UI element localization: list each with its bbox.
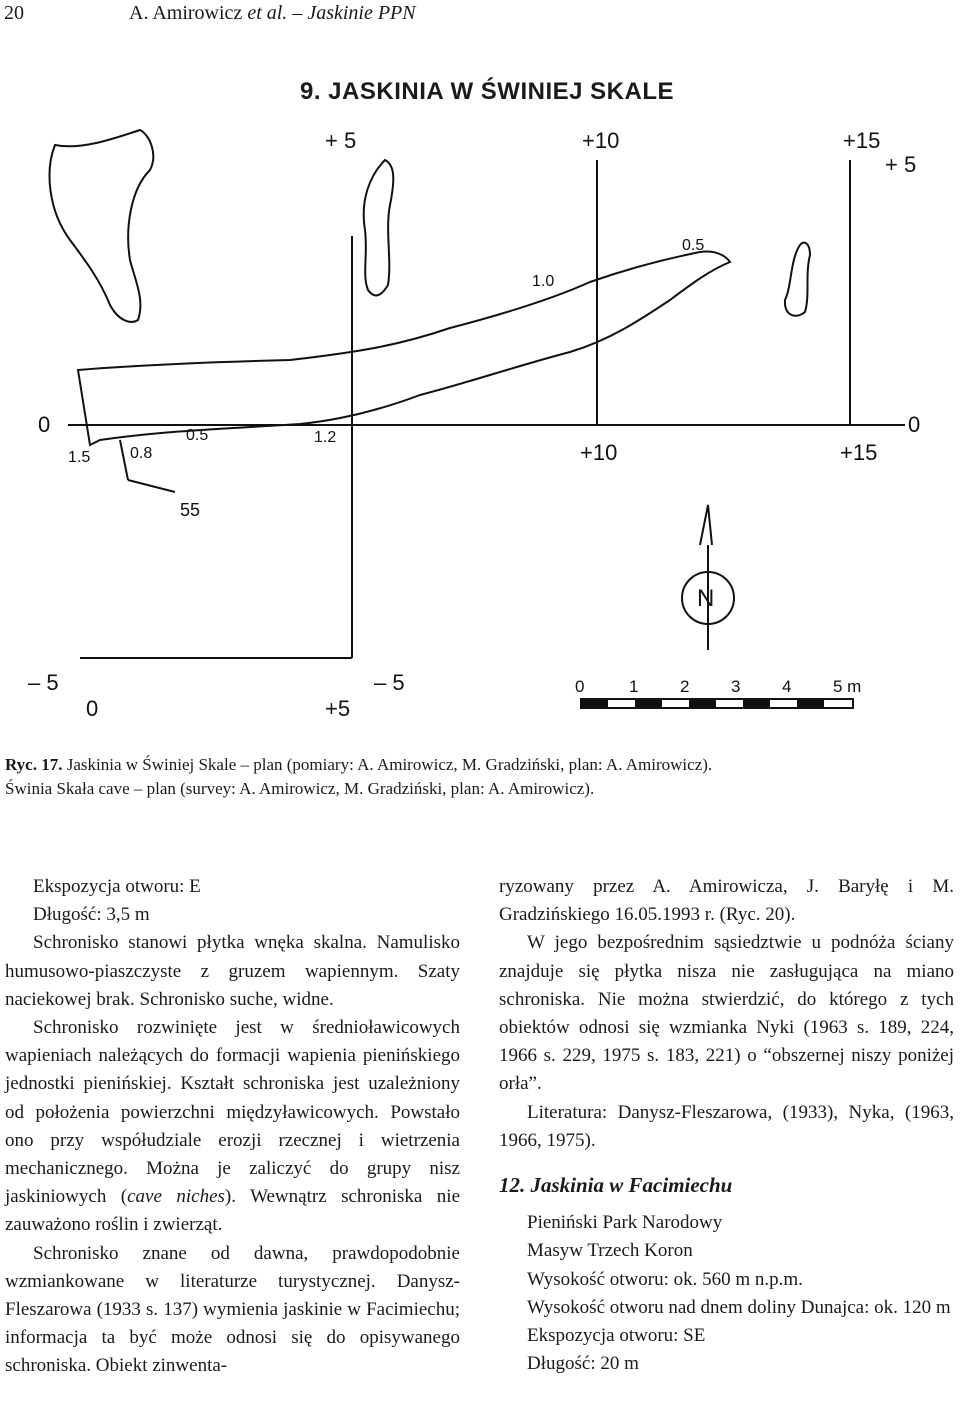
label-55: 55: [180, 500, 201, 520]
label-height-0.8: 0.8: [130, 445, 153, 462]
label-plus5-bottom: +5: [325, 696, 351, 721]
figure-title: 9. JASKINIA W ŚWINIEJ SKALE: [300, 78, 674, 105]
right-column: [499, 873, 954, 1378]
label-zero-right: 0: [908, 412, 921, 437]
label-plus5-right: + 5: [885, 152, 917, 177]
label-plus15-mid: +15: [840, 440, 878, 465]
paragraph-continuation: ryzowany przez A. Amirowicza, J. Baryłę i M. Gradzińskiego 16.05.1993 r. (Ryc. 20).: [499, 876, 954, 926]
length-line-12: Długość: 20 m: [527, 1353, 639, 1375]
caption-prefix: Ryc. 17.: [5, 755, 63, 774]
label-height-1.5: 1.5: [68, 449, 91, 466]
label-plus10-mid: +10: [580, 440, 618, 465]
label-height-1.0: 1.0: [532, 273, 555, 290]
scale-tick-3: 3: [731, 677, 741, 696]
rock-outline-left: [50, 130, 154, 322]
left-column: [5, 873, 460, 1381]
park-line: Pieniński Park Narodowy: [527, 1212, 723, 1234]
label-height-0.5: 0.5: [186, 427, 209, 444]
label-zero-bottom: 0: [86, 696, 99, 721]
label-height-0.5-right: 0.5: [682, 237, 705, 254]
label-minus5-mid: – 5: [374, 670, 405, 695]
label-minus5-left: – 5: [28, 670, 59, 695]
caption-polish: Jaskinia w Świniej Skale – plan (pomiary: A. Amirowicz, M. Gradziński, plan: A. Amirowicz).: [66, 755, 713, 774]
length-line: Długość: 3,5 m: [33, 904, 150, 926]
scale-tick-4: 4: [782, 677, 792, 696]
label-zero-left: 0: [38, 412, 51, 437]
running-title: A. Amirowicz et al. – Jaskinie PPN: [129, 2, 416, 24]
north-arrow-head: [700, 505, 712, 545]
scale-tick-0: 0: [575, 677, 585, 696]
exposure-line: Ekspozycja otworu: E: [33, 876, 201, 897]
scale-bar: [581, 699, 853, 708]
caption-english: Świnia Skała cave – plan (survey: A. Amirowicz, M. Gradziński, plan: A. Amirowicz).: [5, 779, 595, 798]
figure-caption: [5, 753, 955, 801]
paragraph-geology: Schronisko rozwinięte jest w średnioławicowych wapieniach należących do formacji wapienia pienińskiego jednostki pienińskiej. Kształt schroniska jest uzależniony od położenia powierzchni międzyławicowych. Powstało ono przy współudziale erozji rzecznej i wietrzenia mechanicznego. Można je zaliczyć do grupy nisz jaskiniowych (cave niches). Wewnątrz schroniska nie zauważono roślin i zwierząt.: [5, 1017, 461, 1236]
massif-line: Masyw Trzech Koron: [527, 1240, 693, 1262]
profile-line-a: [120, 440, 128, 480]
profile-line-b: [128, 480, 175, 492]
cave-plan-figure: [0, 110, 960, 750]
altitude-valley-line: Wysokość otworu nad dnem doliny Dunajca: ok. 120 m: [527, 1296, 951, 1318]
scale-tick-1: 1: [629, 677, 639, 696]
label-plus15-top: +15: [843, 128, 881, 153]
section-heading: 12. Jaskinia w Facimiechu: [499, 1173, 733, 1198]
paragraph-history: Schronisko znane od dawna, prawdopodobnie wzmiankowane w literaturze turystycznej. Danysz-Fleszarowa (1933 s. 137) wymienia jaskinie w Facimiechu; informacja ta być może odnosi się do opisywanego schroniska. Obiekt zinwenta-: [5, 1242, 460, 1377]
cave-passage: [78, 252, 730, 445]
rock-outline-right: [785, 243, 810, 316]
scale-tick-5m: 5 m: [833, 677, 862, 696]
altitude-line: Wysokość otworu: ok. 560 m n.p.m.: [527, 1268, 803, 1290]
label-plus5-top: + 5: [325, 128, 357, 153]
page-number: 20: [4, 2, 24, 24]
paragraph-description: Schronisko stanowi płytka wnęka skalna. Namulisko humusowo-piaszczyste z gruzem wapiennym. Szaty naciekowej brak. Schronisko suche, widne.: [5, 932, 460, 1010]
label-plus10-top: +10: [582, 128, 620, 153]
north-label: N: [697, 585, 715, 612]
scale-tick-2: 2: [680, 677, 690, 696]
label-height-1.2: 1.2: [314, 429, 337, 446]
rock-outline-middle: [364, 160, 394, 295]
paragraph-literature: Literatura: Danysz-Fleszarowa, (1933), Nyka, (1963, 1966, 1975).: [499, 1101, 954, 1151]
exposure-line-12: Ekspozycja otworu: SE: [527, 1325, 706, 1347]
paragraph-niche: W jego bezpośrednim sąsiedztwie u podnóża ściany znajduje się płytka nisza nie zasługująca na miano schroniska. Nie można stwierdzić, do którego z tych obiektów odnosi się wzmianka Nyki (1963 s. 189, 224, 1966 s. 229, 1975 s. 183, 221) o “obszernej niszy poniżej orła”.: [499, 932, 954, 1095]
